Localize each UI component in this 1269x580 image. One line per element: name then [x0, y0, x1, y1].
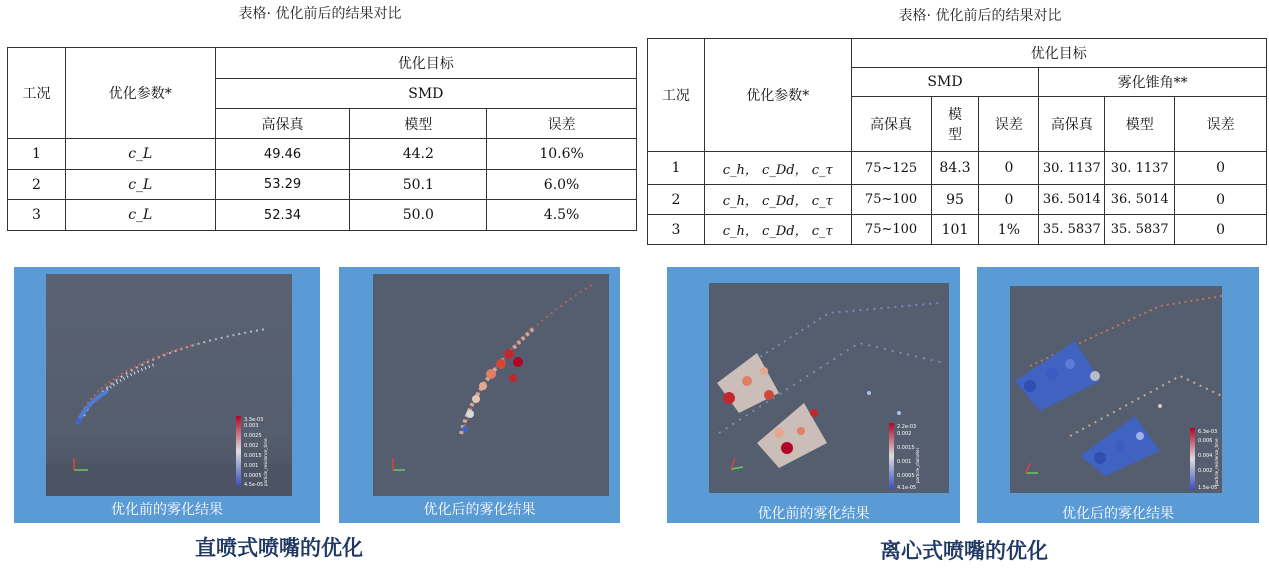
table-row: 3 c_h， c_Dd， c_τ 75~100 101 1% 35. 5837 35. 5837 0	[648, 215, 1267, 245]
colorbar-label: 1.5e-05	[1198, 485, 1218, 491]
colorbar-label: 0.001	[244, 463, 259, 469]
header-smd: SMD	[851, 68, 1039, 97]
table-row: 1 c_L 49.46 44.2 10.6%	[8, 139, 637, 170]
colorbar	[236, 416, 241, 486]
header-cone-hf: 高保真	[1039, 97, 1105, 152]
direct-nozzle-title: 直喷式喷嘴的优化	[195, 536, 363, 560]
colorbar-label: 3.3e-03	[244, 417, 264, 423]
header-param: 优化参数*	[704, 39, 851, 152]
colorbar-label: 0.0025	[244, 433, 262, 439]
colorbar-title: particle_residence_time	[1214, 438, 1219, 486]
spray-plot	[709, 283, 949, 493]
axes-triad-icon	[1026, 463, 1038, 473]
panel-before-swirl	[667, 267, 960, 523]
panel-after-direct	[339, 267, 620, 523]
header-param: 优化参数*	[65, 48, 215, 139]
colorbar-label: 2.2e-03	[897, 424, 917, 430]
colorbar-label: 4.1e-05	[897, 485, 917, 491]
colorbar	[1190, 428, 1195, 490]
colorbar-label: 0.003	[244, 423, 259, 429]
table-row: 2 c_h， c_Dd， c_τ 75~100 95 0 36. 5014 36. 5014 0	[648, 185, 1267, 215]
colorbar-title: particle_residence_time	[263, 438, 268, 486]
header-cone: 雾化锥角**	[1039, 68, 1267, 97]
left-results-table	[7, 47, 637, 231]
table-row: 2 c_L 53.29 50.1 6.0%	[8, 170, 637, 200]
header-cone-err: 误差	[1175, 97, 1267, 152]
header-cone-model: 模型	[1105, 97, 1175, 152]
spray-plot	[373, 274, 609, 496]
colorbar	[889, 423, 894, 489]
colorbar-label: 4.5e-05	[244, 482, 264, 488]
colorbar-label: 0.0015	[244, 453, 262, 459]
colorbar-label: 0.002	[1198, 468, 1213, 474]
panel-label: 优化前的雾化结果	[111, 502, 223, 518]
spray-view-before-direct	[46, 274, 292, 496]
table-row: 3 c_L 52.34 50.0 4.5%	[8, 200, 637, 231]
header-smd: SMD	[215, 79, 636, 109]
swirl-nozzle-title: 离心式喷嘴的优化	[880, 539, 1048, 563]
right-table-caption: 表格· 优化前后的结果对比	[898, 8, 1062, 24]
header-model-stacked: 模 型	[931, 97, 979, 152]
header-hf: 高保真	[851, 97, 931, 152]
spray-view-after-swirl	[1010, 286, 1222, 493]
header-goal: 优化目标	[215, 48, 636, 79]
left-table-caption: 表格· 优化前后的结果对比	[238, 6, 402, 22]
colorbar-label: 0.006	[1198, 438, 1213, 444]
panel-label: 优化后的雾化结果	[1062, 506, 1174, 522]
colorbar-label: 0.002	[897, 431, 912, 437]
colorbar-label: 6.3e-03	[1198, 429, 1218, 435]
colorbar-label: 0.002	[244, 443, 259, 449]
spray-view-after-direct	[373, 274, 609, 496]
colorbar-label: 0.0015	[897, 445, 915, 451]
header-err: 误差	[487, 109, 637, 139]
spray-view-before-swirl	[709, 283, 949, 493]
right-results-table	[647, 38, 1267, 245]
table-row: 1 c_h， c_Dd， c_τ 75~125 84.3 0 30. 1137 30. 1137 0	[648, 152, 1267, 185]
axes-triad-icon	[731, 459, 743, 469]
header-hf: 高保真	[215, 109, 350, 139]
axes-triad-icon	[393, 458, 405, 470]
spray-plot	[46, 274, 292, 496]
header-case: 工况	[648, 39, 705, 152]
colorbar-label: 0.004	[1198, 453, 1213, 459]
header-err: 误差	[979, 97, 1039, 152]
panel-before-direct	[14, 267, 320, 523]
panel-label: 优化前的雾化结果	[757, 506, 870, 522]
spray-plot	[1010, 286, 1222, 493]
header-case: 工况	[8, 48, 66, 139]
panel-after-swirl	[977, 267, 1259, 523]
colorbar-label: 0.0005	[897, 473, 915, 479]
colorbar-label: 0.0005	[244, 473, 262, 479]
header-goal: 优化目标	[851, 39, 1266, 68]
colorbar-label: 0.001	[897, 459, 912, 465]
panel-label: 优化后的雾化结果	[423, 502, 536, 518]
header-model: 模型	[350, 109, 487, 139]
colorbar-title: particle_diameter	[915, 447, 920, 483]
